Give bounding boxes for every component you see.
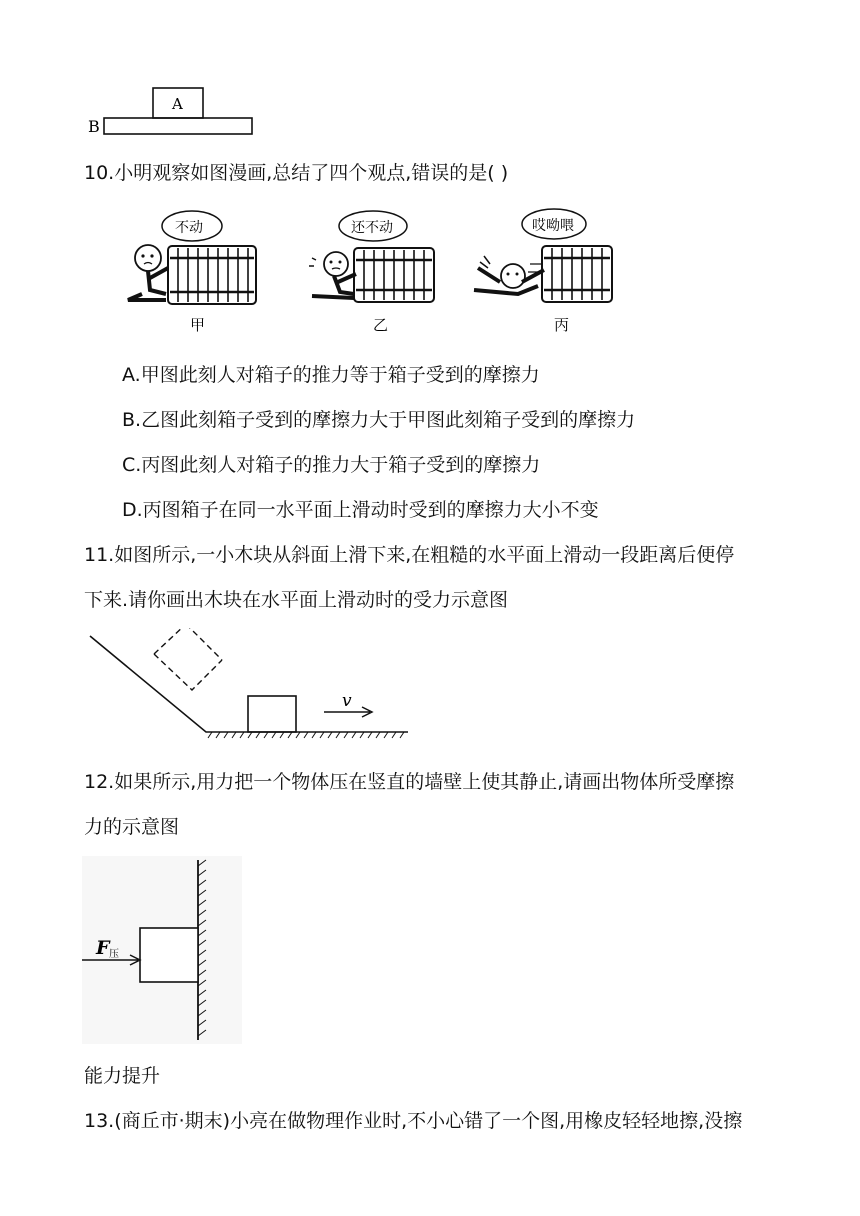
incline-line	[90, 636, 408, 732]
label-bing: 丙	[554, 316, 570, 334]
q10-stem: 10.小明观察如图漫画,总结了四个观点,错误的是( )	[84, 162, 509, 184]
q10-option-b: B.乙图此刻箱子受到的摩擦力大于甲图此刻箱子受到的摩擦力	[122, 409, 636, 431]
q12-line1: 12.如果所示,用力把一个物体压在竖直的墙壁上使其静止,请画出物体所受摩擦	[84, 771, 735, 793]
wall-figure	[82, 856, 242, 1044]
cartoon-figure	[118, 198, 618, 340]
label-jia: 甲	[190, 316, 206, 334]
force-subscript: 压	[109, 949, 119, 960]
board-b	[104, 118, 252, 134]
q12-line2: 力的示意图	[84, 816, 180, 838]
bubble-yi: 还不动	[351, 220, 393, 236]
block-on-board-figure	[86, 84, 266, 140]
wood-block	[248, 696, 296, 732]
bubble-bing: 哎呦喂	[532, 218, 574, 234]
label-a: A	[172, 95, 183, 113]
panel-yi	[309, 211, 434, 334]
velocity-label: v	[342, 691, 352, 711]
label-b: B	[88, 117, 100, 136]
q13-line1: 13.(商丘市·期末)小亮在做物理作业时,不小心错了一个图,用橡皮轻轻地擦,没擦	[84, 1110, 743, 1132]
q10-option-c: C.丙图此刻人对箱子的推力大于箱子受到的摩擦力	[122, 454, 541, 476]
incline-figure	[86, 628, 416, 750]
object-block	[140, 928, 198, 982]
q10-option-d: D.丙图箱子在同一水平面上滑动时受到的摩擦力大小不变	[122, 499, 599, 521]
q11-line1: 11.如图所示,一小木块从斜面上滑下来,在粗糙的水平面上滑动一段距离后便停	[84, 544, 735, 566]
label-yi: 乙	[373, 316, 389, 334]
section-title: 能力提升	[84, 1065, 161, 1087]
bubble-jia: 不动	[175, 220, 203, 236]
q11-line2: 下来.请你画出木块在水平面上滑动时的受力示意图	[84, 589, 509, 611]
q10-option-a: A.甲图此刻人对箱子的推力等于箱子受到的摩擦力	[122, 364, 540, 386]
panel-bing	[474, 209, 612, 334]
force-label: F	[96, 937, 110, 959]
panel-jia	[128, 211, 256, 334]
dashed-block	[154, 628, 222, 690]
